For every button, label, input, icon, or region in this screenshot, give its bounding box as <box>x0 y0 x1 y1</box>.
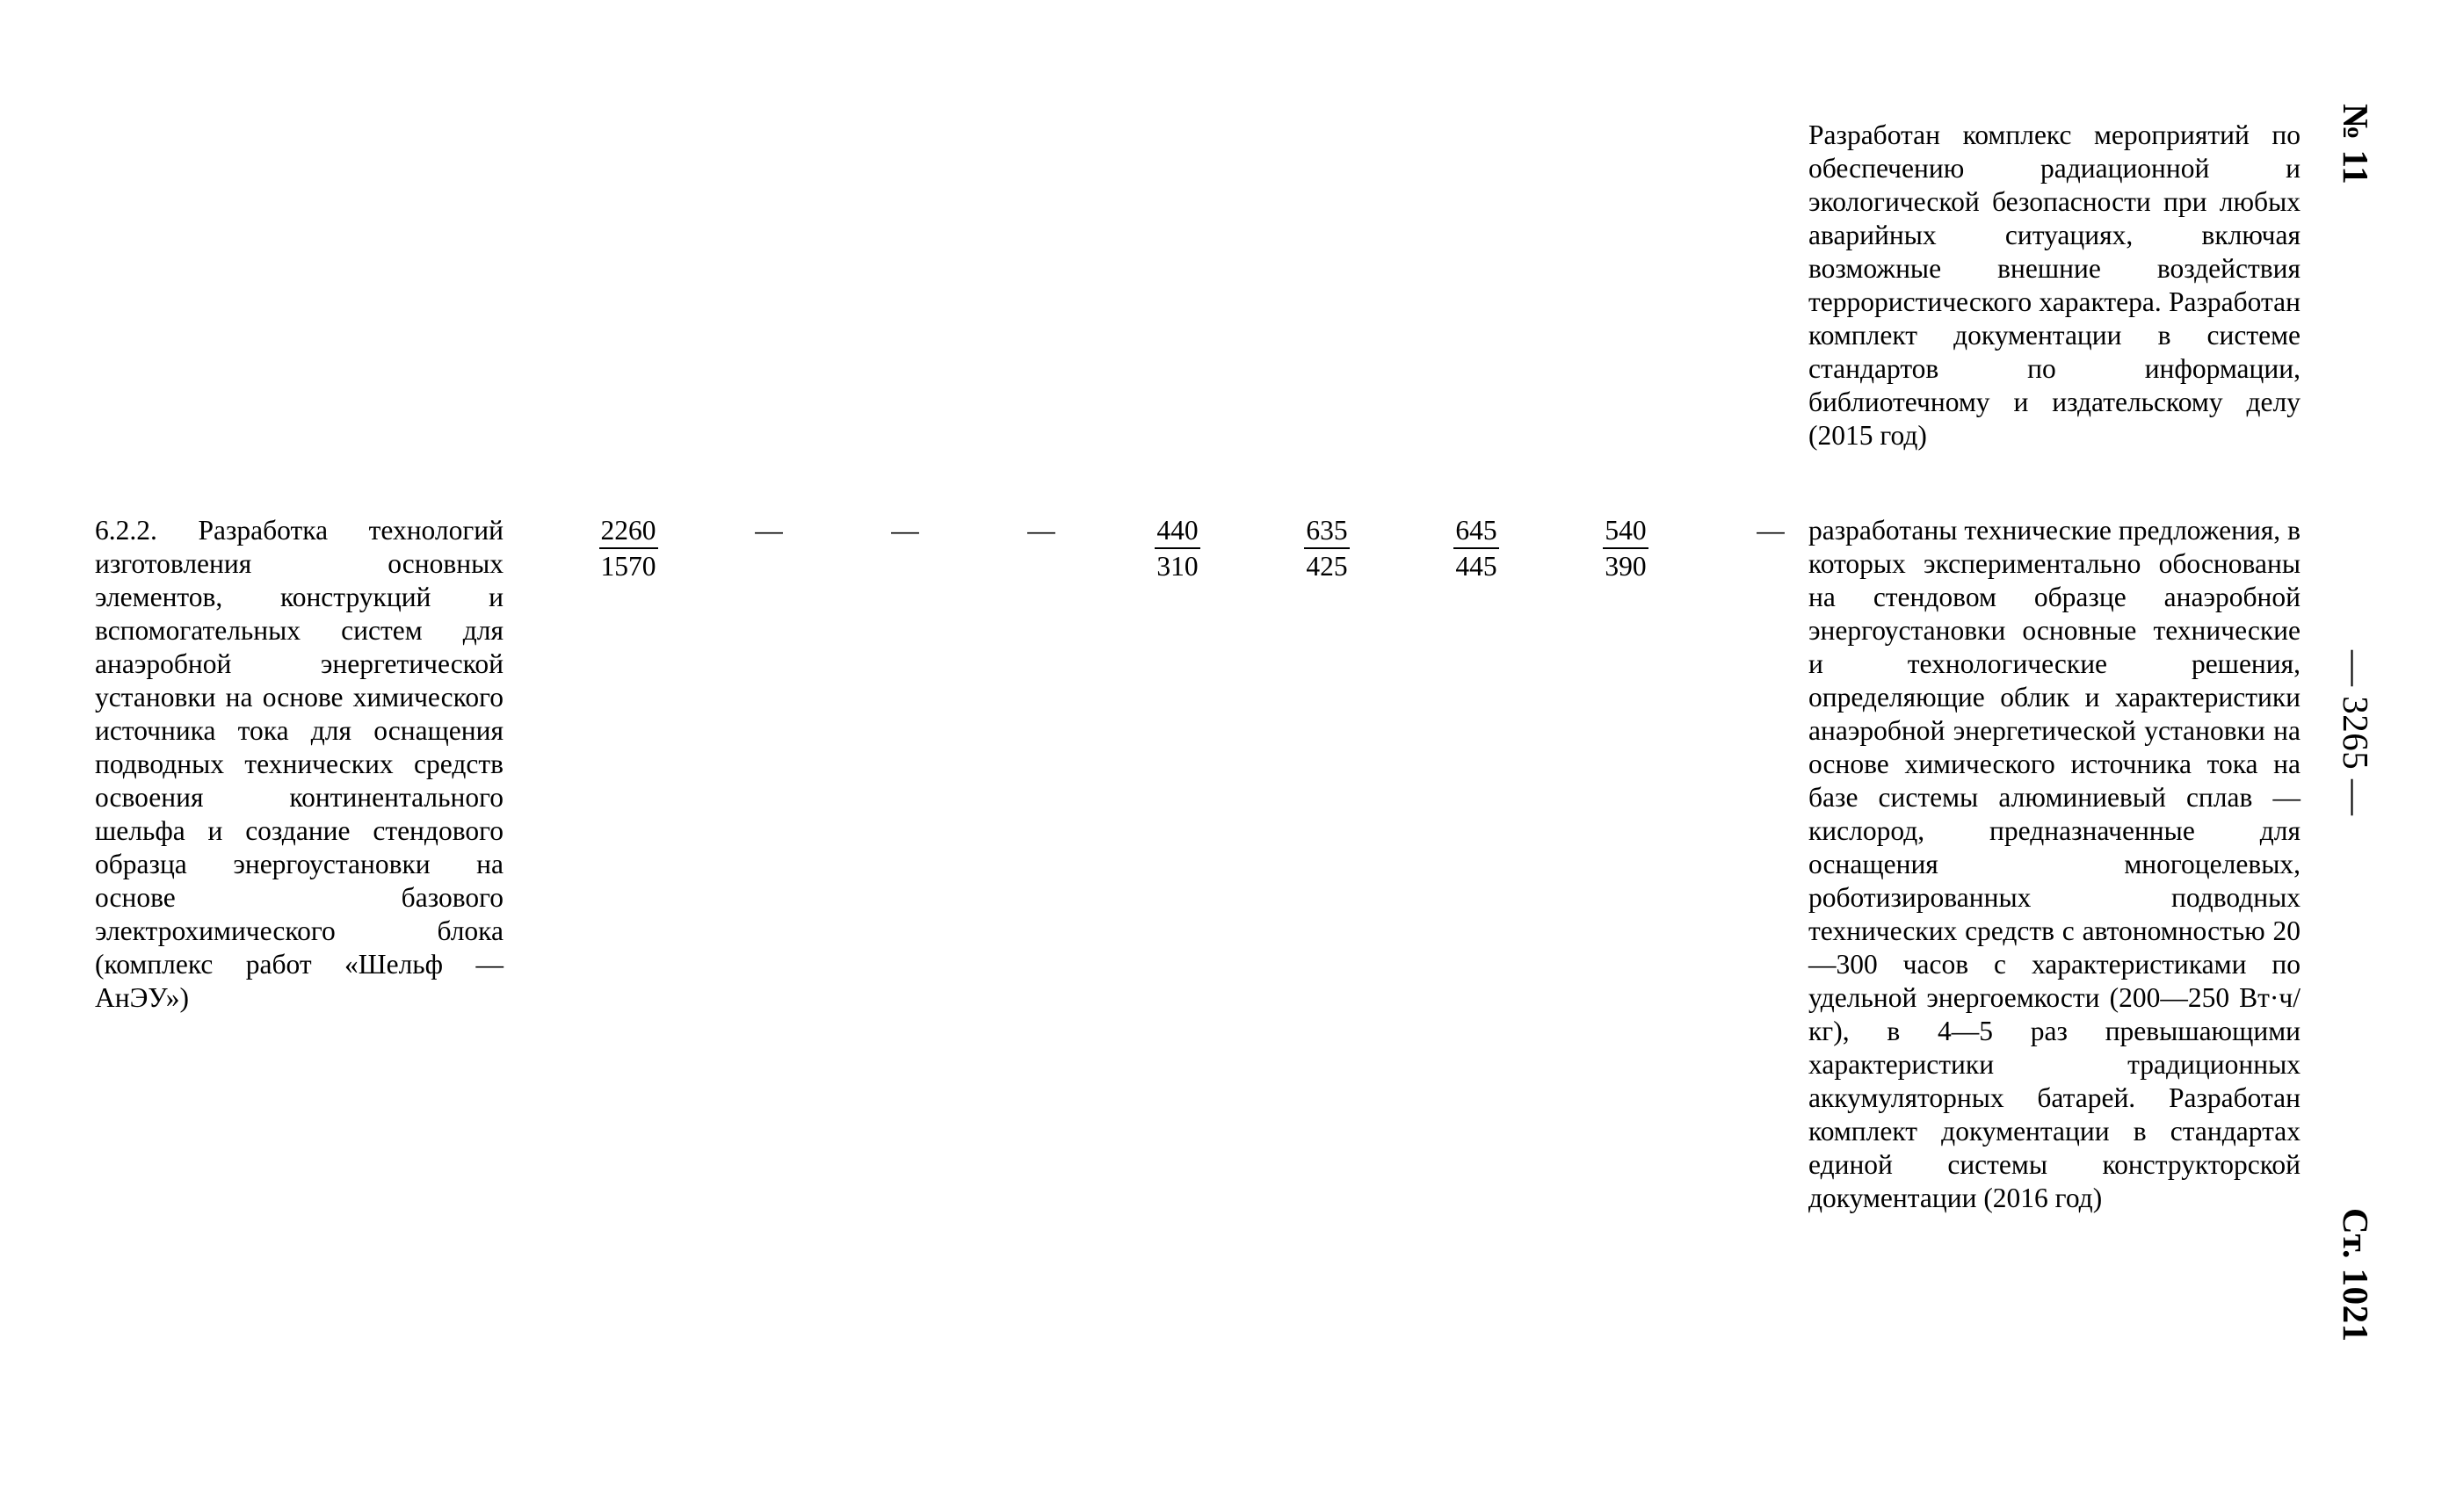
value-cell-5 <box>1129 514 1226 582</box>
value-denominator: 425 <box>1306 551 1348 582</box>
measure-description-cell: 6.2.2. Разработка технологий изготовления основных элементов, конструкций и вспомогательных систем для анаэробной энергетической установки на основе химического источника тока для оснащения подводных технических средств освоения континентального шельфа и создание стендового образца энергоустановки на основе базового электрохимического блока (комплекс работ «Шельф — АнЭУ») <box>95 515 504 1013</box>
value-cell-total <box>567 514 690 582</box>
value-numerator: 2260 <box>599 514 658 549</box>
running-head-article: Ст. 1021 <box>2336 1208 2376 1342</box>
value-numerator: 645 <box>1453 514 1498 549</box>
result-cell-continuation: Разработан комплекс мероприятий по обеспечению радиационной и экологической безопасности при любых аварийных ситуациях, включая возможные внешние воздействия террористического характера. Разработан комплект документации в системе стандартов по информации, библиотечному и издательскому делу (2015 год) <box>1808 119 2300 451</box>
value-cell-3: — <box>891 515 919 546</box>
value-numerator: 440 <box>1155 514 1199 549</box>
value-cell-9: — <box>1757 515 1785 546</box>
running-head-issue: № 11 <box>2336 104 2376 185</box>
running-head-page-number: — 3265 — <box>2336 650 2376 816</box>
value-denominator: 390 <box>1605 551 1647 582</box>
value-numerator: 635 <box>1304 514 1349 549</box>
value-cell-6 <box>1279 514 1375 582</box>
value-denominator: 1570 <box>600 551 656 582</box>
result-cell-6-2-2: разработаны технические предложения, в которых экспериментально обоснованы на стендовом образце анаэробной энергоустановки основные технические и технологические решения, определяющие облик и характеристики анаэробной энергетической установки на основе химического источника тока на базе системы алюминиевый сплав — кислород, предназначенные для оснащения многоцелевых, роботизированных подводных технических средств с автономностью 20—300 часов с характеристиками по удельной энергоемкости (200—250 Вт·ч/кг), в 4—5 раз превышающими характеристики традиционных аккумуляторных батарей. Разработан комплект документации в стандартах единой системы конструкторской документации (2016 год) <box>1808 515 2300 1213</box>
value-cell-4: — <box>1027 515 1055 546</box>
value-denominator: 445 <box>1455 551 1497 582</box>
value-numerator: 540 <box>1603 514 1648 549</box>
value-denominator: 310 <box>1156 551 1199 582</box>
value-cell-8 <box>1577 514 1674 582</box>
value-cell-2: — <box>755 515 783 546</box>
value-cell-7 <box>1428 514 1525 582</box>
